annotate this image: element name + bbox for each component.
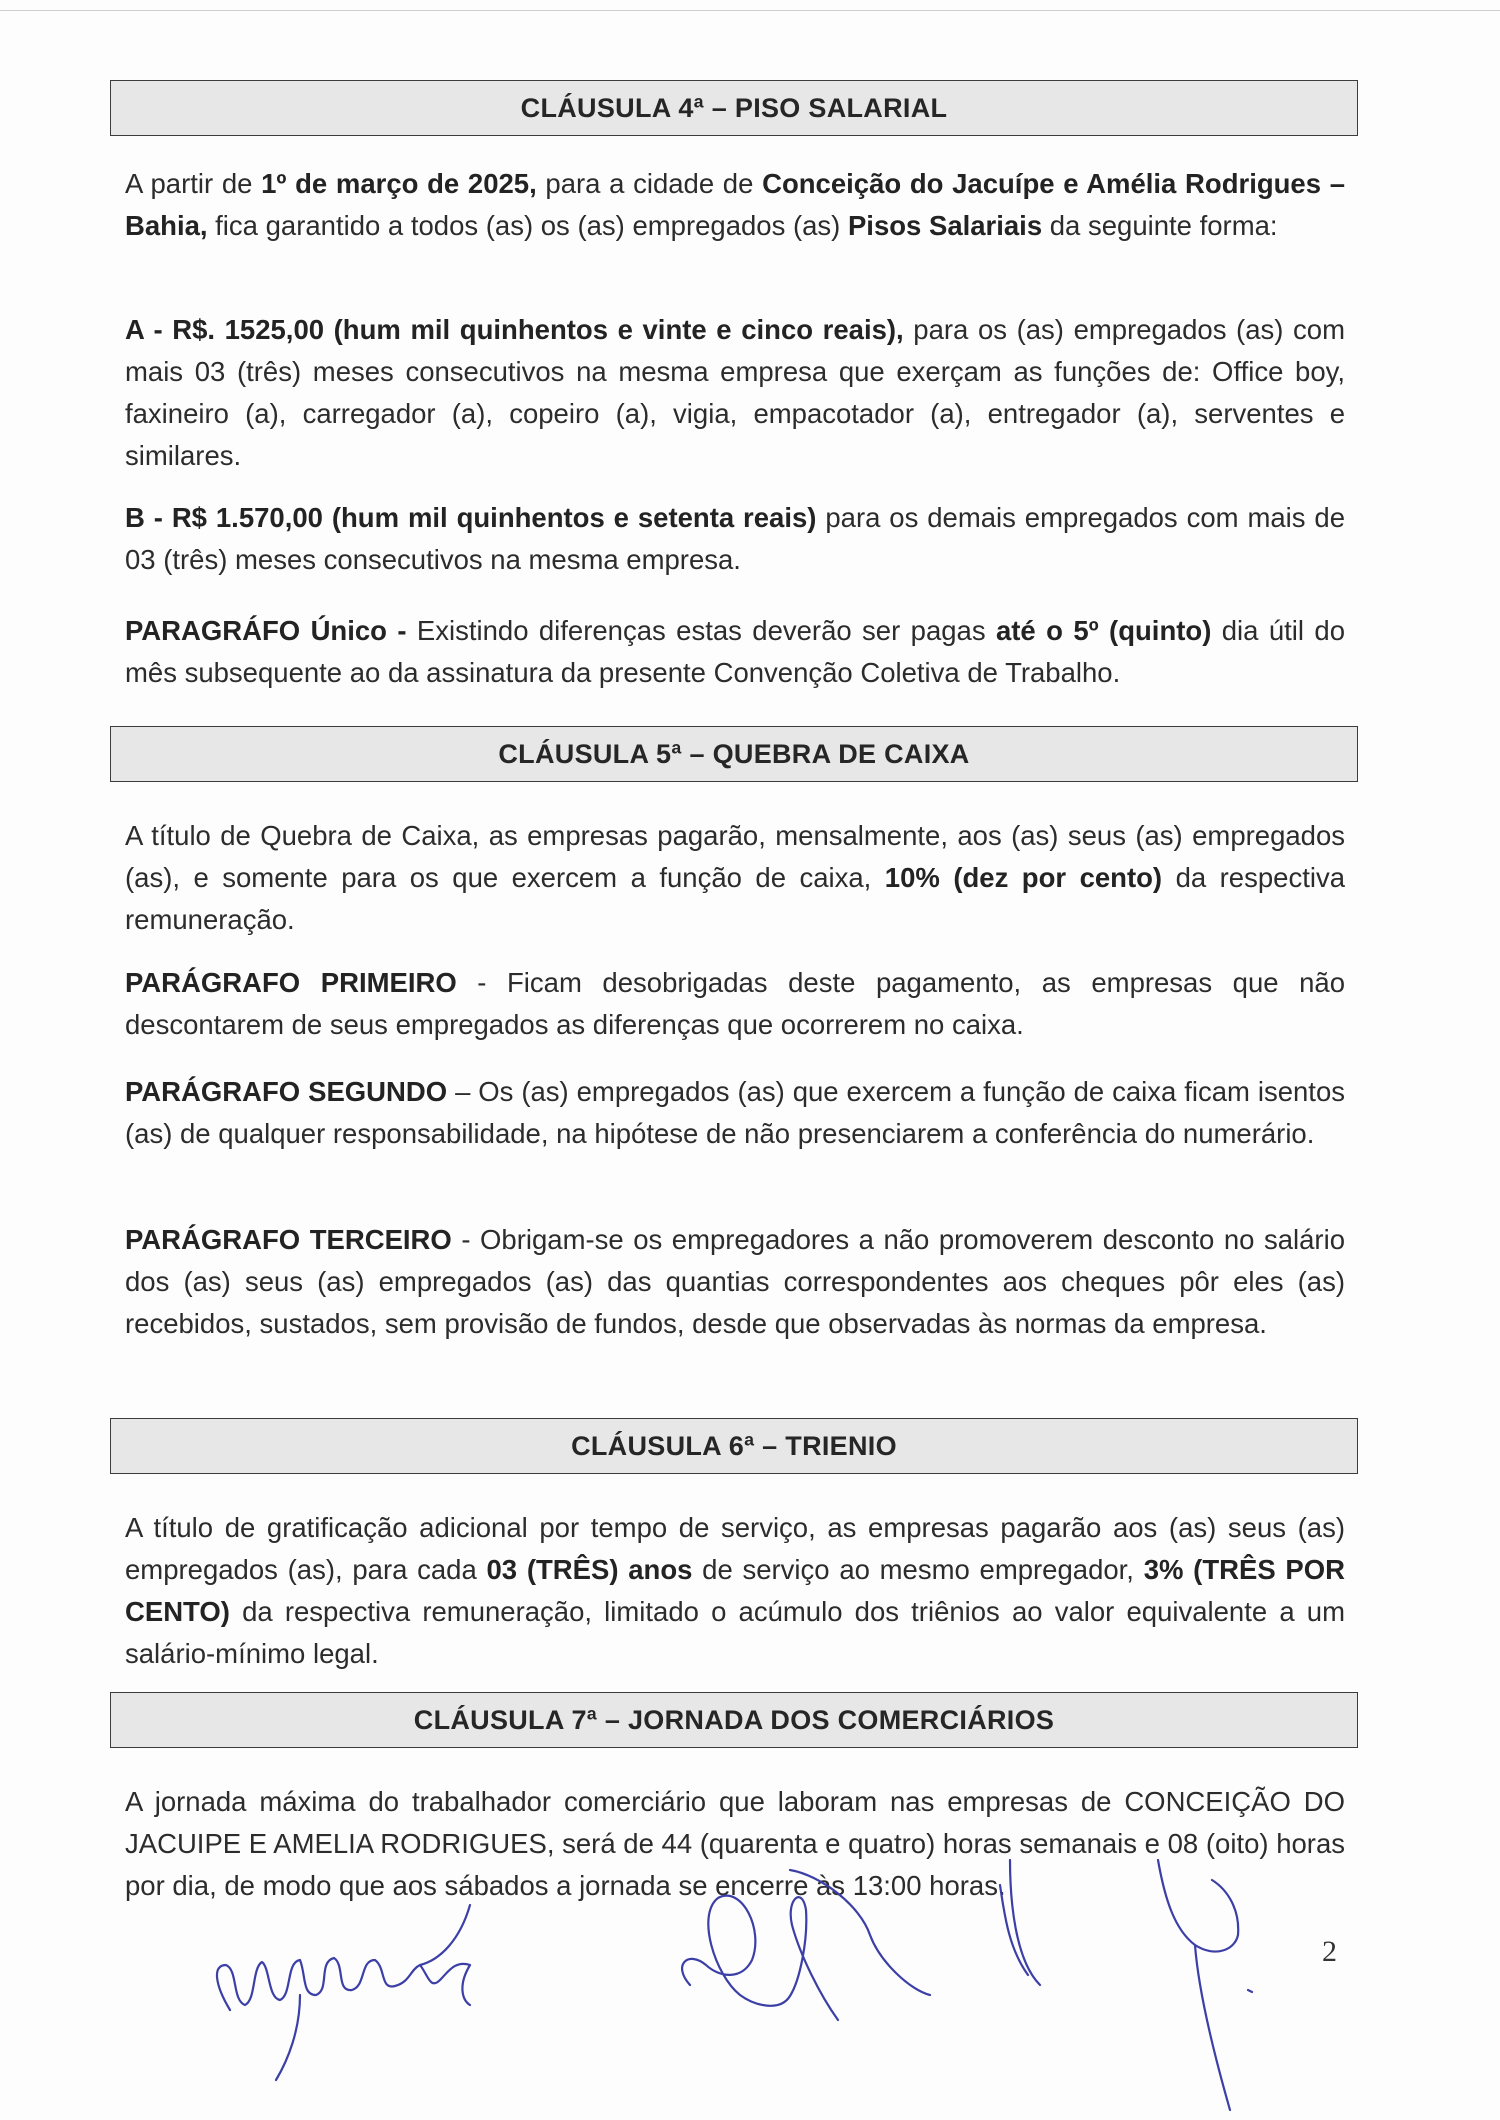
text-run: A partir de [125,168,262,199]
text-run: A título de gratificação adicional por tempo de serviço, as empresas pagarão aos (as) seus (as) empregados (as), para cada [125,1512,1345,1585]
bold-text-run: até o 5º (quinto) [995,615,1212,646]
bold-text-run: 3% (TRÊS POR CENTO) [125,1554,1346,1627]
signature-2 [682,1870,930,2020]
signature-4 [1158,1860,1252,2110]
text-run: da seguinte forma: [1042,210,1278,241]
bold-text-run: 03 (TRÊS) anos [486,1554,693,1585]
bold-text-run: 1º de março de 2025, [261,168,537,199]
text-run: da respectiva remuneração. [125,862,1345,935]
signature-3 [1000,1860,1040,1985]
text-run: para os demais empregados com mais de 03 (três) meses consecutivos na mesma empresa. [125,502,1345,575]
text-run: - Obrigam-se os empregadores a não promoverem desconto no salário dos (as) seus (as) empregados (as) das quantias correspondentes aos cheques pôr eles (as) recebidos, sustados, sem provisão de fundos, desde que observadas às normas da empresa. [125,1224,1345,1339]
text-run: A jornada máxima do trabalhador comerciário que laboram nas empresas de CONCEIÇÃO DO JACUIPE E AMELIA RODRIGUES, será de 44 (quarenta e quatro) horas semanais e 08 (oito) horas por dia, de modo que aos sábados a jornada se encerre às 13:00 horas. [125,1786,1345,1901]
text-run: Existindo diferenças estas deverão ser pagas [406,615,996,646]
text-run: A título de Quebra de Caixa, as empresas pagarão, mensalmente, aos (as) seus (as) empregados (as), e somente para os que exercem a função de caixa, [125,820,1345,893]
signature-1 [217,1905,470,2080]
bold-text-run: B - R$ 1.570,00 (hum mil quinhentos e setenta reais) [125,502,817,533]
bold-text-run: A - R$. 1525,00 (hum mil quinhentos e vinte e cinco reais), [125,314,904,345]
bold-text-run: Conceição do Jacuípe e Amélia Rodrigues – Bahia, [125,168,1345,241]
text-run: da respectiva remuneração, limitado o acúmulo dos triênios ao valor equivalente a um salário-mínimo legal. [125,1596,1345,1669]
clause-4-heading: CLÁUSULA 4ª – PISO SALARIAL [110,80,1358,136]
text-run: fica garantido a todos (as) os (as) empregados (as) [207,210,848,241]
text-run: dia útil do mês subsequente ao da assinatura da presente Convenção Coletiva de Trabalho. [125,615,1345,688]
text-run: - Ficam desobrigadas deste pagamento, as empresas que não descontarem de seus empregados as diferenças que ocorrerem no caixa. [125,967,1345,1040]
text-run: – Os (as) empregados (as) que exercem a função de caixa ficam isentos (as) de qualquer responsabilidade, na hipótese de não presenciarem a conferência do numerário. [125,1076,1345,1149]
clause-7-heading: CLÁUSULA 7ª – JORNADA DOS COMERCIÁRIOS [110,1692,1358,1748]
text-run: para a cidade de [536,168,763,199]
bold-text-run: 10% (dez por cento) [884,862,1163,893]
bold-text-run: PARÁGRAFO SEGUNDO [125,1076,448,1107]
page-number: 2 [1322,1935,1337,1968]
clause-5-heading: CLÁUSULA 5ª – QUEBRA DE CAIXA [110,726,1358,782]
clause-6-heading: CLÁUSULA 6ª – TRIENIO [110,1418,1358,1474]
text-run: para os (as) empregados (as) com mais 03 (três) meses consecutivos na mesma empresa que exerçam as funções de: Office boy, faxineiro (a), carregador (a), copeiro (a), vigia, empacotador (a), entregador (a), serventes e similares. [125,314,1345,471]
bold-text-run: PARAGRÁFO Único - [125,615,407,646]
bold-text-run: PARÁGRAFO PRIMEIRO [125,967,457,998]
text-run: de serviço ao mesmo empregador, [692,1554,1144,1585]
bold-text-run: PARÁGRAFO TERCEIRO [125,1224,452,1255]
bold-text-run: Pisos Salariais [847,210,1043,241]
